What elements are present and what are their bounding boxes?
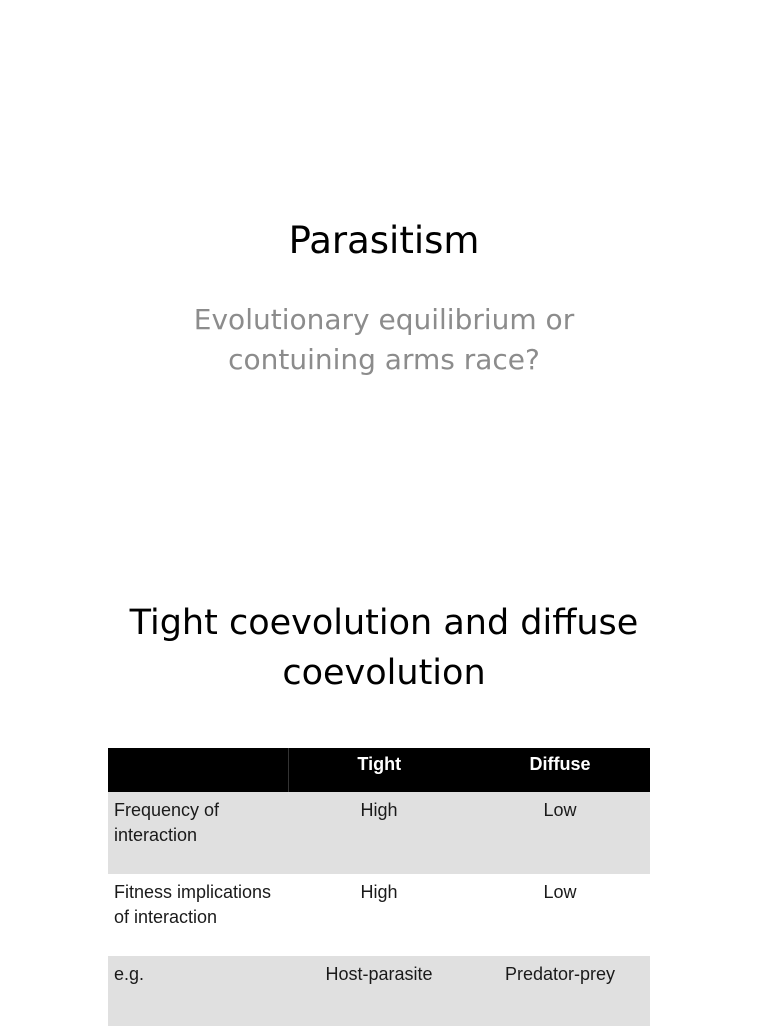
cell-diffuse: Low (470, 792, 650, 874)
slide-2-title-line-1: Tight coevolution and diffuse (129, 603, 639, 643)
table-header-row (108, 748, 650, 792)
coevolution-table (108, 748, 650, 1026)
cell-tight: High (288, 874, 470, 956)
slide-2-title (0, 598, 768, 698)
slide-1-subtitle (0, 300, 768, 380)
row-label-fitness: Fitness implications of interaction (108, 874, 288, 956)
slide-2-title-line-2: coevolution (282, 653, 486, 693)
header-tight: Tight (288, 748, 470, 792)
table-row (108, 874, 650, 956)
header-diffuse: Diffuse (470, 748, 650, 792)
cell-diffuse: Predator-prey (470, 956, 650, 1026)
row-label-example: e.g. (108, 956, 288, 1026)
cell-diffuse: Low (470, 874, 650, 956)
table-row (108, 792, 650, 874)
cell-tight: High (288, 792, 470, 874)
subtitle-line-2: contuining arms race? (228, 343, 540, 376)
header-blank (108, 748, 288, 792)
row-label-frequency: Frequency of interaction (108, 792, 288, 874)
slide-1-title: Parasitism (288, 219, 480, 262)
table-row (108, 956, 650, 1026)
subtitle-line-1: Evolutionary equilibrium or (193, 303, 575, 336)
cell-tight: Host-parasite (288, 956, 470, 1026)
